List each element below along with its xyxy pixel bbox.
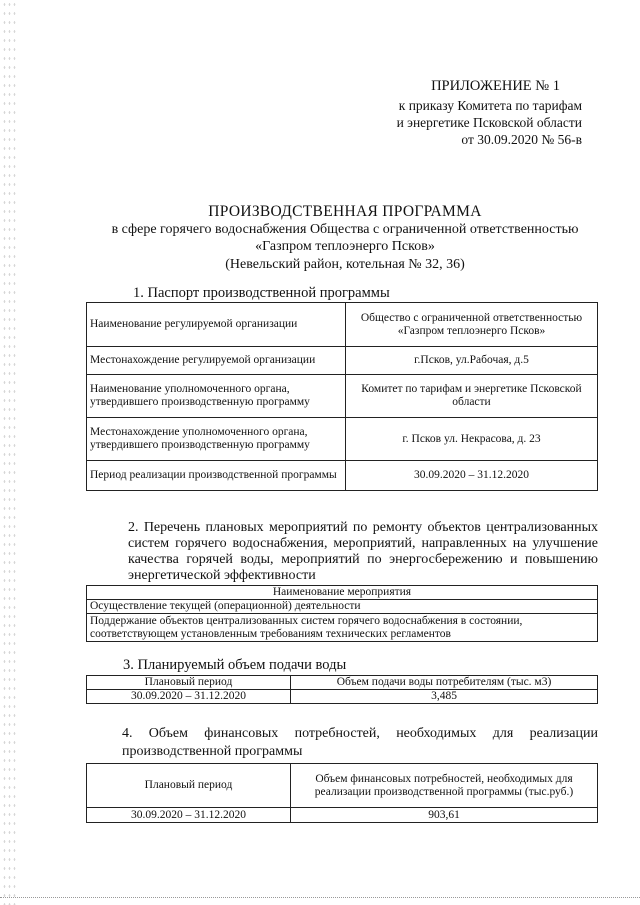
- column-header: Плановый период: [87, 676, 291, 690]
- section-2-text: 2. Перечень плановых мероприятий по ремонту объектов централизованных систем горячего водоснабжения, мероприятий, направленных на улучшение качества горячей воды, мероприятий по энергосбережению и повышению энергетической эффективности: [128, 520, 598, 583]
- column-header: Плановый период: [87, 764, 291, 808]
- section-2-heading: [86, 520, 598, 584]
- section-1-heading: 1. Паспорт производственной программы: [133, 285, 390, 301]
- passport-table: [86, 302, 598, 491]
- table-row: [87, 808, 598, 823]
- finance-table: [86, 763, 598, 823]
- document-title: [90, 203, 600, 273]
- measure-item: Поддержание объектов централизованных систем горячего водоснабжения в состоянии, соответствующем установленным требованиям технических регламентов: [87, 614, 598, 642]
- title-line-1: в сфере горячего водоснабжения Общества с ограниченной ответственностью: [111, 221, 579, 237]
- table-row: [87, 586, 598, 600]
- passport-label: Местонахождение уполномоченного органа, утвердившего производственную программу: [87, 418, 346, 461]
- scan-bottom-edge: [0, 897, 640, 898]
- value-cell: 3,485: [291, 690, 598, 704]
- table-row: [87, 676, 598, 690]
- passport-value: г. Псков ул. Некрасова, д. 23: [346, 418, 598, 461]
- value-cell: 903,61: [291, 808, 598, 823]
- title-main: ПРОИЗВОДСТВЕННАЯ ПРОГРАММА: [208, 203, 482, 220]
- table-row: [87, 461, 598, 491]
- section-3-heading: 3. Планируемый объем подачи воды: [123, 657, 347, 673]
- title-line-3: (Невельский район, котельная № 32, 36): [225, 256, 465, 272]
- table-row: [87, 600, 598, 614]
- section-4-text: 4. Объем финансовых потребностей, необходимых для реализации производственной программы: [122, 726, 598, 759]
- annex-heading: ПРИЛОЖЕНИЕ № 1: [431, 78, 560, 94]
- passport-label: Местонахождение регулируемой организации: [87, 347, 346, 375]
- measures-table: [86, 585, 598, 642]
- table-row: [87, 690, 598, 704]
- passport-label: Период реализации производственной программы: [87, 461, 346, 491]
- column-header: Объем подачи воды потребителям (тыс. м3): [291, 676, 598, 690]
- section-4-heading: [86, 725, 598, 761]
- water-volume-table: [86, 675, 598, 704]
- passport-label: Наименование регулируемой организации: [87, 303, 346, 347]
- annex-line-2: и энергетике Псковской области: [396, 115, 582, 130]
- table-row: [87, 303, 598, 347]
- annex-line-3: от 30.09.2020 № 56-в: [461, 132, 582, 147]
- passport-label: Наименование уполномоченного органа, утвердившего производственную программу: [87, 375, 346, 418]
- scan-edge-noise: [2, 0, 16, 905]
- annex-block: [352, 78, 582, 148]
- period-cell: 30.09.2020 – 31.12.2020: [87, 808, 291, 823]
- period-cell: 30.09.2020 – 31.12.2020: [87, 690, 291, 704]
- measure-item: Осуществление текущей (операционной) деятельности: [87, 600, 598, 614]
- measures-header: Наименование мероприятия: [87, 586, 598, 600]
- annex-line-1: к приказу Комитета по тарифам: [398, 98, 582, 113]
- table-row: [87, 418, 598, 461]
- passport-value: г.Псков, ул.Рабочая, д.5: [346, 347, 598, 375]
- column-header: Объем финансовых потребностей, необходимых для реализации производственной программы (тыс.руб.): [291, 764, 598, 808]
- table-row: [87, 375, 598, 418]
- table-row: [87, 764, 598, 808]
- passport-value: Общество с ограниченной ответственностью «Газпром теплоэнерго Псков»: [346, 303, 598, 347]
- table-row: [87, 614, 598, 642]
- title-line-2: «Газпром теплоэнерго Псков»: [255, 239, 435, 254]
- table-row: [87, 347, 598, 375]
- passport-value: 30.09.2020 – 31.12.2020: [346, 461, 598, 491]
- passport-value: Комитет по тарифам и энергетике Псковской области: [346, 375, 598, 418]
